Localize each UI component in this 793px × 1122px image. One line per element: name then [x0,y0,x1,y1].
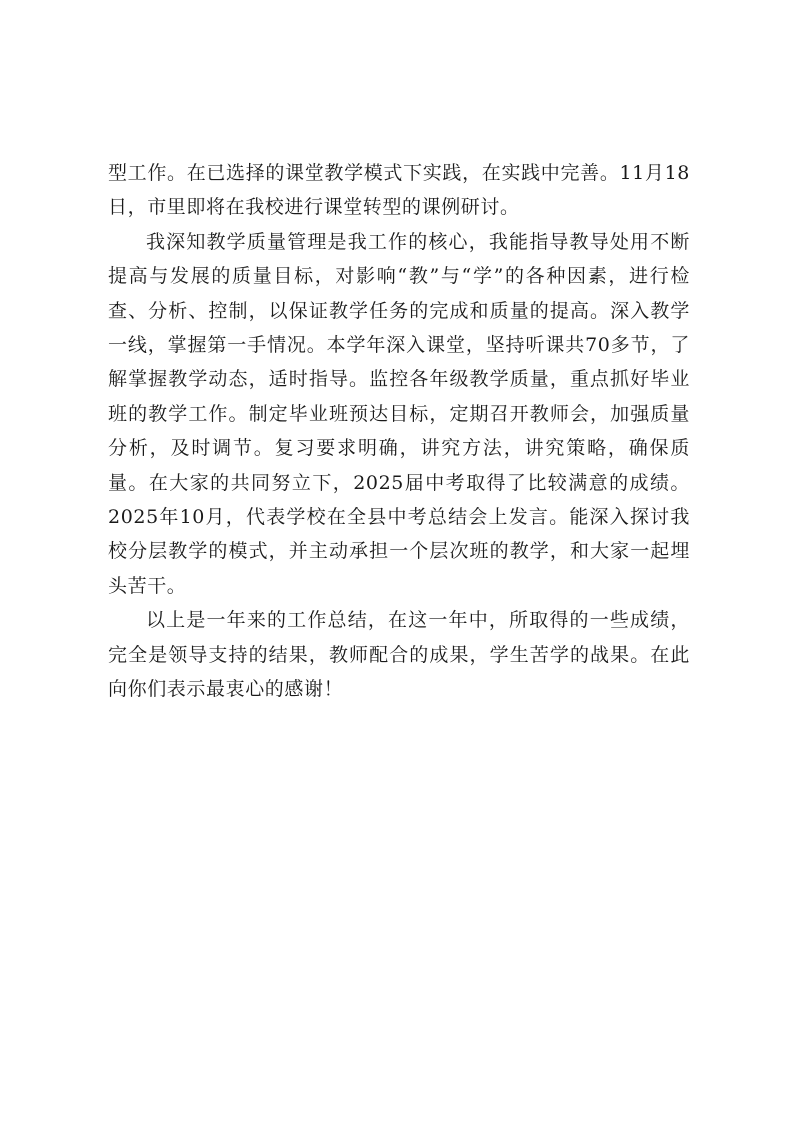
paragraph-2: 我深知教学质量管理是我工作的核心，我能指导教导处用不断提高与发展的质量目标，对影响“教”与“学”的各种因素，进行检查、分析、控制，以保证教学任务的完成和质量的提高。深入教学一线，掌握第一手情况。本学年深入课堂，坚持听课共70多节，了解掌握教学动态，适时指导。监控各年级教学质量，重点抓好毕业班的教学工作。制定毕业班预达目标，定期召开教师会，加强质量分析，及时调节。复习要求明确，讲究方法，讲究策略，确保质量。在大家的共同努立下，2025届中考取得了比较满意的成绩。2025年10月，代表学校在全县中考总结会上发言。能深入探讨我校分层教学的模式，并主动承担一个层次班的教学，和大家一起埋头苦干。 [108,230,690,597]
paragraph-1: 型工作。在已选择的课堂教学模式下实践，在实践中完善。11月18日，市里即将在我校进行课堂转型的课例研讨。 [108,162,690,219]
document-body [108,156,690,707]
paragraph-3: 以上是一年来的工作总结，在这一年中，所取得的一些成绩，完全是领导支持的结果，教师配合的成果，学生苦学的战果。在此向你们表示最衷心的感谢！ [108,609,690,701]
